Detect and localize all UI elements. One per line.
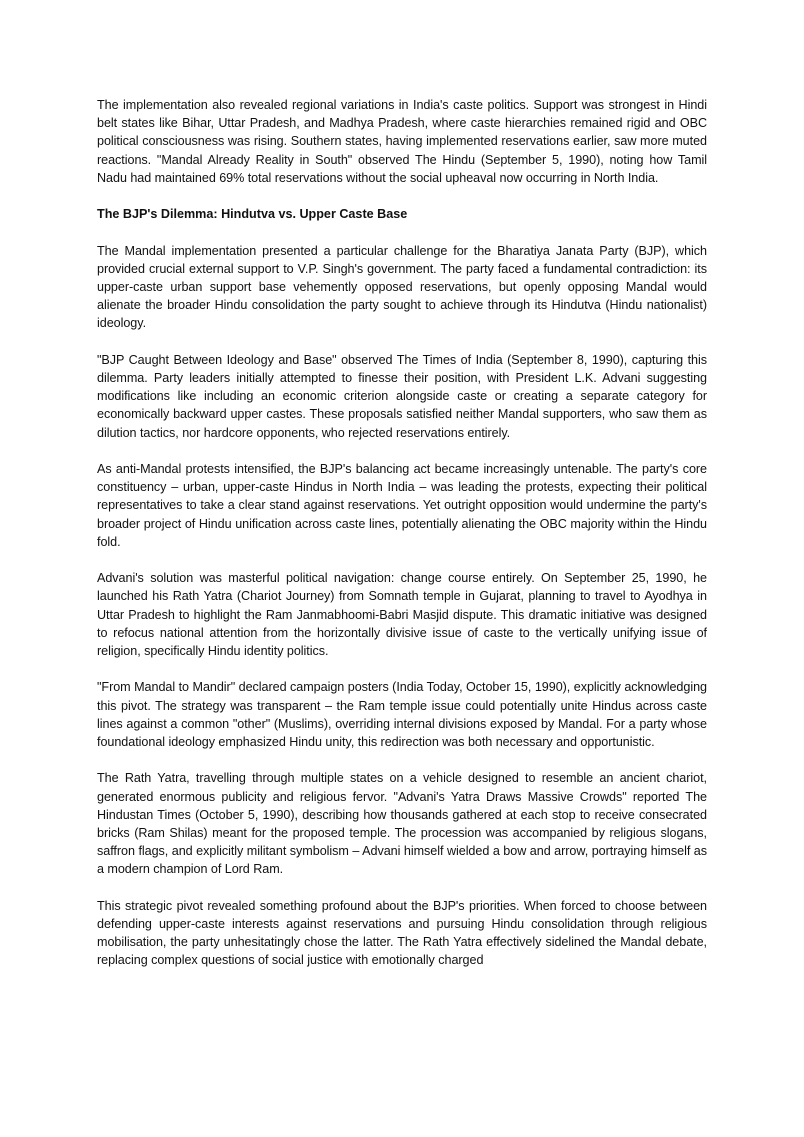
paragraph-yatra-crowds: The Rath Yatra, travelling through multiple states on a vehicle designed to resemble an ancient chariot, generated enormous publicity and religious fervor. "Advani's Yatra Draws Massive Crowds" reported The Hindustan Times (October 5, 1990), describing how thousands gathered at each stop to receive consecrated bricks (Ram Shilas) meant for the proposed temple. The procession was accompanied by religious slogans, saffron flags, and explicitly militant symbolism – Advani himself wielded a bow and arrow, portraying himself as a modern champion of Lord Ram.	[97, 771, 707, 877]
paragraph-balancing-act: As anti-Mandal protests intensified, the BJP's balancing act became increasingly untenable. The party's core constituency – urban, upper-caste Hindus in North India – was leading the protests, expecting their political representatives to take a clear stand against reservations. Yet outright opposition would undermine the party's broader project of Hindu unification across caste lines, potentially alienating the OBC majority within the Hindu fold.	[97, 462, 707, 549]
paragraph-ideology-and-base: "BJP Caught Between Ideology and Base" observed The Times of India (September 8, 1990), capturing this dilemma. Party leaders initially attempted to finesse their position, with President L.K. Advani suggesting modifications like including an economic criterion alongside caste or creating a separate category for economically backward upper castes. These proposals satisfied neither Mandal supporters, who saw them as dilution tactics, nor hardcore opponents, who rejected reservations entirely.	[97, 352, 707, 440]
document-body	[97, 96, 707, 988]
paragraph-mandal-to-mandir: "From Mandal to Mandir" declared campaign posters (India Today, October 15, 1990), explicitly acknowledging this pivot. The strategy was transparent – the Ram temple issue could potentially unite Hindus across caste lines against a common "other" (Muslims), overriding internal divisions exposed by Mandal. For a party whose foundational ideology emphasized Hindu unity, this redirection was both necessary and opportunistic.	[97, 680, 707, 750]
paragraph-rath-yatra-launch: Advani's solution was masterful political navigation: change course entirely. On September 25, 1990, he launched his Rath Yatra (Chariot Journey) from Somnath temple in Gujarat, planning to travel to Ayodhya in Uttar Pradesh to highlight the Ram Janmabhoomi-Babri Masjid dispute. This dramatic initiative was designed to refocus national attention from the horizontally divisive issue of caste to the vertically unifying issue of religion, specifically Hindu identity politics.	[97, 571, 707, 659]
section-heading: The BJP's Dilemma: Hindutva vs. Upper Caste Base	[97, 207, 408, 222]
paragraph-regional-variations: The implementation also revealed regional variations in India's caste politics. Support was strongest in Hindi belt states like Bihar, Uttar Pradesh, and Madhya Pradesh, where caste hierarchies remained rigid and OBC political consciousness was rising. Southern states, having implemented reservations earlier, saw more muted reactions. "Mandal Already Reality in South" observed The Hindu (September 5, 1990), noting how Tamil Nadu had maintained 69% total reservations without the social upheaval now occurring in North India.	[97, 98, 707, 185]
paragraph-strategic-pivot: This strategic pivot revealed something profound about the BJP's priorities. When forced to choose between defending upper-caste interests against reservations and pursuing Hindu consolidation through religious mobilisation, the party unhesitatingly chose the latter. The Rath Yatra effectively sidelined the Mandal debate, replacing complex questions of social justice with emotionally charged	[97, 898, 707, 968]
paragraph-bjp-challenge: The Mandal implementation presented a particular challenge for the Bharatiya Janata Party (BJP), which provided crucial external support to V.P. Singh's government. The party faced a fundamental contradiction: its upper-caste urban support base vehemently opposed reservations, but openly opposing Mandal would alienate the broader Hindu consolidation the party sought to achieve through its Hindutva (Hindu nationalist) ideology.	[97, 243, 707, 331]
